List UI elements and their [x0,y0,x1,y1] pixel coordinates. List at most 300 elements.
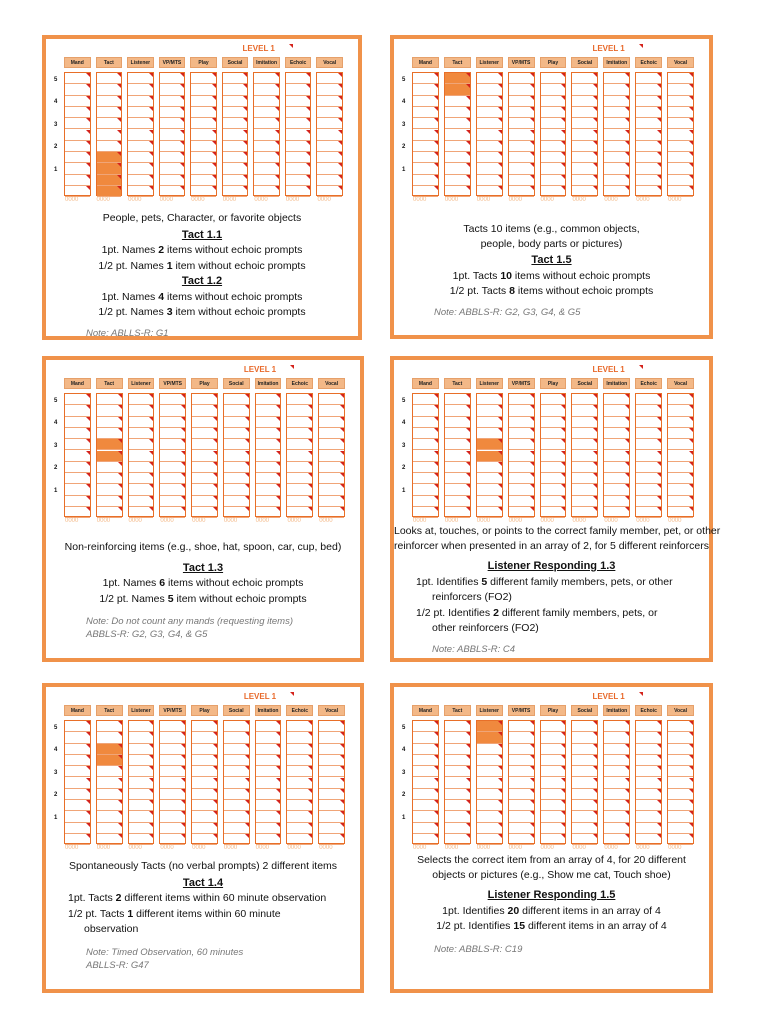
score-cell[interactable] [509,462,534,473]
score-cell[interactable] [636,451,661,462]
score-cell[interactable] [287,789,312,800]
score-cell[interactable] [128,152,153,163]
score-cell[interactable] [509,118,534,129]
score-cell[interactable] [636,823,661,834]
score-cell[interactable] [668,428,693,439]
score-cell[interactable] [129,789,154,800]
score-cell[interactable] [287,744,312,755]
score-cell[interactable] [254,175,279,186]
score-cell[interactable] [317,141,342,152]
score-cell[interactable] [97,811,122,822]
score-cell[interactable] [604,439,629,450]
score-cell[interactable] [541,118,566,129]
score-cell[interactable] [65,107,90,118]
score-cell[interactable] [317,163,342,174]
score-cell[interactable] [160,141,185,152]
score-cell[interactable] [319,800,344,811]
score-cell[interactable] [254,130,279,141]
score-cell[interactable] [224,823,249,834]
score-cell[interactable] [636,462,661,473]
score-cell[interactable] [65,451,90,462]
score-cell[interactable] [668,96,693,107]
score-cell[interactable] [256,394,281,405]
score-cell[interactable] [636,721,661,732]
score-cell[interactable] [636,84,661,95]
score-cell[interactable] [604,186,629,197]
score-cell[interactable] [509,800,534,811]
score-cell-filled[interactable] [97,186,122,197]
score-cell[interactable] [65,721,90,732]
score-cell[interactable] [413,800,438,811]
score-cell[interactable] [445,496,470,507]
score-cell[interactable] [668,766,693,777]
score-cell[interactable] [636,96,661,107]
score-cell[interactable] [254,163,279,174]
score-cell[interactable] [413,439,438,450]
score-cell[interactable] [319,811,344,822]
score-cell[interactable] [604,451,629,462]
score-cell[interactable] [224,507,249,518]
score-cell[interactable] [160,744,185,755]
score-cell[interactable] [477,507,502,518]
score-cell[interactable] [445,755,470,766]
score-cell[interactable] [160,823,185,834]
score-cell[interactable] [191,84,216,95]
score-cell[interactable] [317,118,342,129]
score-cell[interactable] [636,152,661,163]
score-cell[interactable] [636,484,661,495]
score-cell[interactable] [191,118,216,129]
score-cell[interactable] [413,152,438,163]
score-cell[interactable] [129,439,154,450]
score-cell[interactable] [572,141,597,152]
score-cell[interactable] [477,834,502,845]
score-cell[interactable] [509,721,534,732]
score-cell[interactable] [223,73,248,84]
score-cell[interactable] [572,778,597,789]
score-cell[interactable] [192,766,217,777]
score-cell[interactable] [477,141,502,152]
score-cell[interactable] [445,811,470,822]
score-cell[interactable] [572,834,597,845]
score-cell[interactable] [129,496,154,507]
score-cell[interactable] [317,96,342,107]
score-cell[interactable] [97,417,122,428]
score-cell[interactable] [286,152,311,163]
score-cell[interactable] [287,405,312,416]
score-cell[interactable] [636,766,661,777]
score-cell[interactable] [572,175,597,186]
score-cell[interactable] [413,766,438,777]
score-cell[interactable] [413,473,438,484]
score-cell[interactable] [509,439,534,450]
score-cell[interactable] [160,163,185,174]
score-cell[interactable] [636,175,661,186]
score-cell[interactable] [445,118,470,129]
score-cell-filled[interactable] [477,451,502,462]
score-cell[interactable] [254,152,279,163]
score-cell[interactable] [160,118,185,129]
score-cell[interactable] [572,417,597,428]
score-cell[interactable] [541,428,566,439]
score-cell[interactable] [668,721,693,732]
score-cell[interactable] [97,462,122,473]
score-cell[interactable] [160,96,185,107]
score-cell[interactable] [192,496,217,507]
score-cell[interactable] [129,823,154,834]
score-cell[interactable] [287,800,312,811]
score-cell[interactable] [128,96,153,107]
score-cell[interactable] [97,484,122,495]
score-cell[interactable] [477,744,502,755]
score-cell-filled[interactable] [477,732,502,743]
score-cell[interactable] [97,141,122,152]
score-cell[interactable] [319,428,344,439]
score-cell[interactable] [129,811,154,822]
score-cell[interactable] [160,417,185,428]
score-cell[interactable] [256,462,281,473]
score-cell[interactable] [668,462,693,473]
score-cell[interactable] [604,405,629,416]
score-cell[interactable] [604,834,629,845]
score-cell[interactable] [445,507,470,518]
score-cell[interactable] [224,473,249,484]
score-cell[interactable] [129,834,154,845]
score-cell[interactable] [541,823,566,834]
score-cell[interactable] [572,451,597,462]
score-cell-filled[interactable] [445,73,470,84]
score-cell[interactable] [286,118,311,129]
score-cell[interactable] [223,175,248,186]
score-cell[interactable] [541,834,566,845]
score-cell[interactable] [509,96,534,107]
score-cell[interactable] [287,451,312,462]
score-cell[interactable] [223,141,248,152]
score-cell[interactable] [97,473,122,484]
score-cell[interactable] [668,394,693,405]
score-cell[interactable] [128,186,153,197]
score-cell[interactable] [256,811,281,822]
score-cell[interactable] [160,394,185,405]
score-cell[interactable] [572,96,597,107]
score-cell[interactable] [604,766,629,777]
score-cell[interactable] [636,789,661,800]
score-cell[interactable] [256,439,281,450]
score-cell[interactable] [668,473,693,484]
score-cell[interactable] [129,766,154,777]
score-cell[interactable] [65,84,90,95]
score-cell[interactable] [160,473,185,484]
score-cell[interactable] [477,811,502,822]
score-cell[interactable] [509,394,534,405]
score-cell[interactable] [97,721,122,732]
score-cell[interactable] [129,405,154,416]
score-cell[interactable] [477,394,502,405]
score-cell[interactable] [509,417,534,428]
score-cell[interactable] [604,73,629,84]
score-cell[interactable] [97,130,122,141]
score-cell[interactable] [129,394,154,405]
score-cell[interactable] [509,834,534,845]
score-cell[interactable] [129,744,154,755]
score-cell[interactable] [65,73,90,84]
score-cell[interactable] [604,484,629,495]
score-cell[interactable] [413,163,438,174]
score-cell[interactable] [224,394,249,405]
score-cell[interactable] [287,721,312,732]
score-cell[interactable] [572,405,597,416]
score-cell[interactable] [160,800,185,811]
score-cell[interactable] [287,755,312,766]
score-cell[interactable] [413,778,438,789]
score-cell[interactable] [191,73,216,84]
score-cell[interactable] [509,163,534,174]
score-cell[interactable] [477,73,502,84]
score-cell[interactable] [287,823,312,834]
score-cell[interactable] [319,732,344,743]
score-cell[interactable] [477,175,502,186]
score-cell[interactable] [223,130,248,141]
score-cell[interactable] [604,96,629,107]
score-cell[interactable] [223,84,248,95]
score-cell[interactable] [286,96,311,107]
score-cell[interactable] [636,439,661,450]
score-cell-filled[interactable] [97,451,122,462]
score-cell[interactable] [129,484,154,495]
score-cell[interactable] [572,823,597,834]
score-cell[interactable] [541,789,566,800]
score-cell[interactable] [286,73,311,84]
score-cell[interactable] [97,507,122,518]
score-cell[interactable] [129,732,154,743]
score-cell[interactable] [541,96,566,107]
score-cell[interactable] [128,141,153,152]
score-cell[interactable] [604,163,629,174]
score-cell[interactable] [477,766,502,777]
score-cell[interactable] [477,84,502,95]
score-cell[interactable] [224,755,249,766]
score-cell[interactable] [224,789,249,800]
score-cell[interactable] [319,789,344,800]
score-cell[interactable] [224,721,249,732]
score-cell[interactable] [192,451,217,462]
score-cell[interactable] [541,721,566,732]
score-cell[interactable] [319,721,344,732]
score-cell[interactable] [668,507,693,518]
score-cell[interactable] [604,118,629,129]
score-cell[interactable] [256,766,281,777]
score-cell[interactable] [224,744,249,755]
score-cell[interactable] [128,118,153,129]
score-cell[interactable] [636,744,661,755]
score-cell[interactable] [636,778,661,789]
score-cell[interactable] [256,789,281,800]
score-cell[interactable] [287,484,312,495]
score-cell[interactable] [445,800,470,811]
score-cell[interactable] [256,405,281,416]
score-cell[interactable] [256,778,281,789]
score-cell[interactable] [97,834,122,845]
score-cell[interactable] [541,484,566,495]
score-cell[interactable] [572,118,597,129]
score-cell[interactable] [160,462,185,473]
score-cell-filled[interactable] [97,175,122,186]
score-cell[interactable] [636,732,661,743]
score-cell[interactable] [572,73,597,84]
score-cell[interactable] [445,152,470,163]
score-cell[interactable] [65,496,90,507]
score-cell[interactable] [636,496,661,507]
score-cell[interactable] [160,484,185,495]
score-cell[interactable] [604,175,629,186]
score-cell[interactable] [65,428,90,439]
score-cell[interactable] [445,462,470,473]
score-cell[interactable] [509,484,534,495]
score-cell[interactable] [541,84,566,95]
score-cell[interactable] [223,152,248,163]
score-cell[interactable] [319,462,344,473]
score-cell[interactable] [97,394,122,405]
score-cell[interactable] [191,152,216,163]
score-cell[interactable] [254,118,279,129]
score-cell[interactable] [224,417,249,428]
score-cell[interactable] [668,84,693,95]
score-cell[interactable] [636,73,661,84]
score-cell[interactable] [509,766,534,777]
score-cell[interactable] [65,473,90,484]
score-cell[interactable] [668,118,693,129]
score-cell[interactable] [413,186,438,197]
score-cell[interactable] [160,73,185,84]
score-cell[interactable] [319,451,344,462]
score-cell[interactable] [224,428,249,439]
score-cell[interactable] [604,417,629,428]
score-cell[interactable] [509,186,534,197]
score-cell-filled[interactable] [97,152,122,163]
score-cell[interactable] [160,439,185,450]
score-cell[interactable] [541,496,566,507]
score-cell[interactable] [160,507,185,518]
score-cell[interactable] [160,496,185,507]
score-cell[interactable] [97,800,122,811]
score-cell[interactable] [541,766,566,777]
score-cell[interactable] [668,186,693,197]
score-cell[interactable] [477,778,502,789]
score-cell[interactable] [65,405,90,416]
score-cell[interactable] [572,84,597,95]
score-cell[interactable] [509,152,534,163]
score-cell[interactable] [604,84,629,95]
score-cell[interactable] [160,107,185,118]
score-cell[interactable] [668,744,693,755]
score-cell[interactable] [413,721,438,732]
score-cell[interactable] [541,732,566,743]
score-cell[interactable] [65,163,90,174]
score-cell[interactable] [636,800,661,811]
score-cell[interactable] [192,823,217,834]
score-cell[interactable] [223,96,248,107]
score-cell[interactable] [445,417,470,428]
score-cell[interactable] [636,141,661,152]
score-cell[interactable] [65,186,90,197]
score-cell[interactable] [541,462,566,473]
score-cell[interactable] [604,755,629,766]
score-cell[interactable] [287,811,312,822]
score-cell[interactable] [319,394,344,405]
score-cell[interactable] [319,766,344,777]
score-cell[interactable] [668,496,693,507]
score-cell[interactable] [509,473,534,484]
score-cell[interactable] [636,507,661,518]
score-cell[interactable] [224,766,249,777]
score-cell[interactable] [636,186,661,197]
score-cell[interactable] [319,405,344,416]
score-cell[interactable] [287,766,312,777]
score-cell[interactable] [413,118,438,129]
score-cell[interactable] [256,507,281,518]
score-cell[interactable] [223,163,248,174]
score-cell[interactable] [509,84,534,95]
score-cell[interactable] [604,428,629,439]
score-cell[interactable] [604,778,629,789]
score-cell[interactable] [65,789,90,800]
score-cell[interactable] [97,732,122,743]
score-cell[interactable] [572,484,597,495]
score-cell[interactable] [572,732,597,743]
score-cell[interactable] [65,811,90,822]
score-cell[interactable] [160,130,185,141]
score-cell[interactable] [317,107,342,118]
score-cell[interactable] [224,732,249,743]
score-cell[interactable] [287,428,312,439]
score-cell[interactable] [191,130,216,141]
score-cell[interactable] [287,417,312,428]
score-cell[interactable] [319,484,344,495]
score-cell[interactable] [160,811,185,822]
score-cell[interactable] [541,417,566,428]
score-cell[interactable] [65,755,90,766]
score-cell[interactable] [97,778,122,789]
score-cell[interactable] [256,496,281,507]
score-cell[interactable] [287,496,312,507]
score-cell[interactable] [604,507,629,518]
score-cell[interactable] [192,462,217,473]
score-cell[interactable] [604,823,629,834]
score-cell[interactable] [286,107,311,118]
score-cell[interactable] [65,394,90,405]
score-cell[interactable] [191,163,216,174]
score-cell[interactable] [541,152,566,163]
score-cell[interactable] [192,439,217,450]
score-cell[interactable] [413,496,438,507]
score-cell[interactable] [286,175,311,186]
score-cell[interactable] [317,175,342,186]
score-cell[interactable] [636,755,661,766]
score-cell[interactable] [572,394,597,405]
score-cell[interactable] [160,175,185,186]
score-cell[interactable] [572,152,597,163]
score-cell[interactable] [604,811,629,822]
score-cell[interactable] [509,744,534,755]
score-cell[interactable] [413,84,438,95]
score-cell[interactable] [604,789,629,800]
score-cell[interactable] [128,107,153,118]
score-cell[interactable] [668,800,693,811]
score-cell[interactable] [445,789,470,800]
score-cell-filled[interactable] [97,755,122,766]
score-cell[interactable] [413,507,438,518]
score-cell[interactable] [256,473,281,484]
